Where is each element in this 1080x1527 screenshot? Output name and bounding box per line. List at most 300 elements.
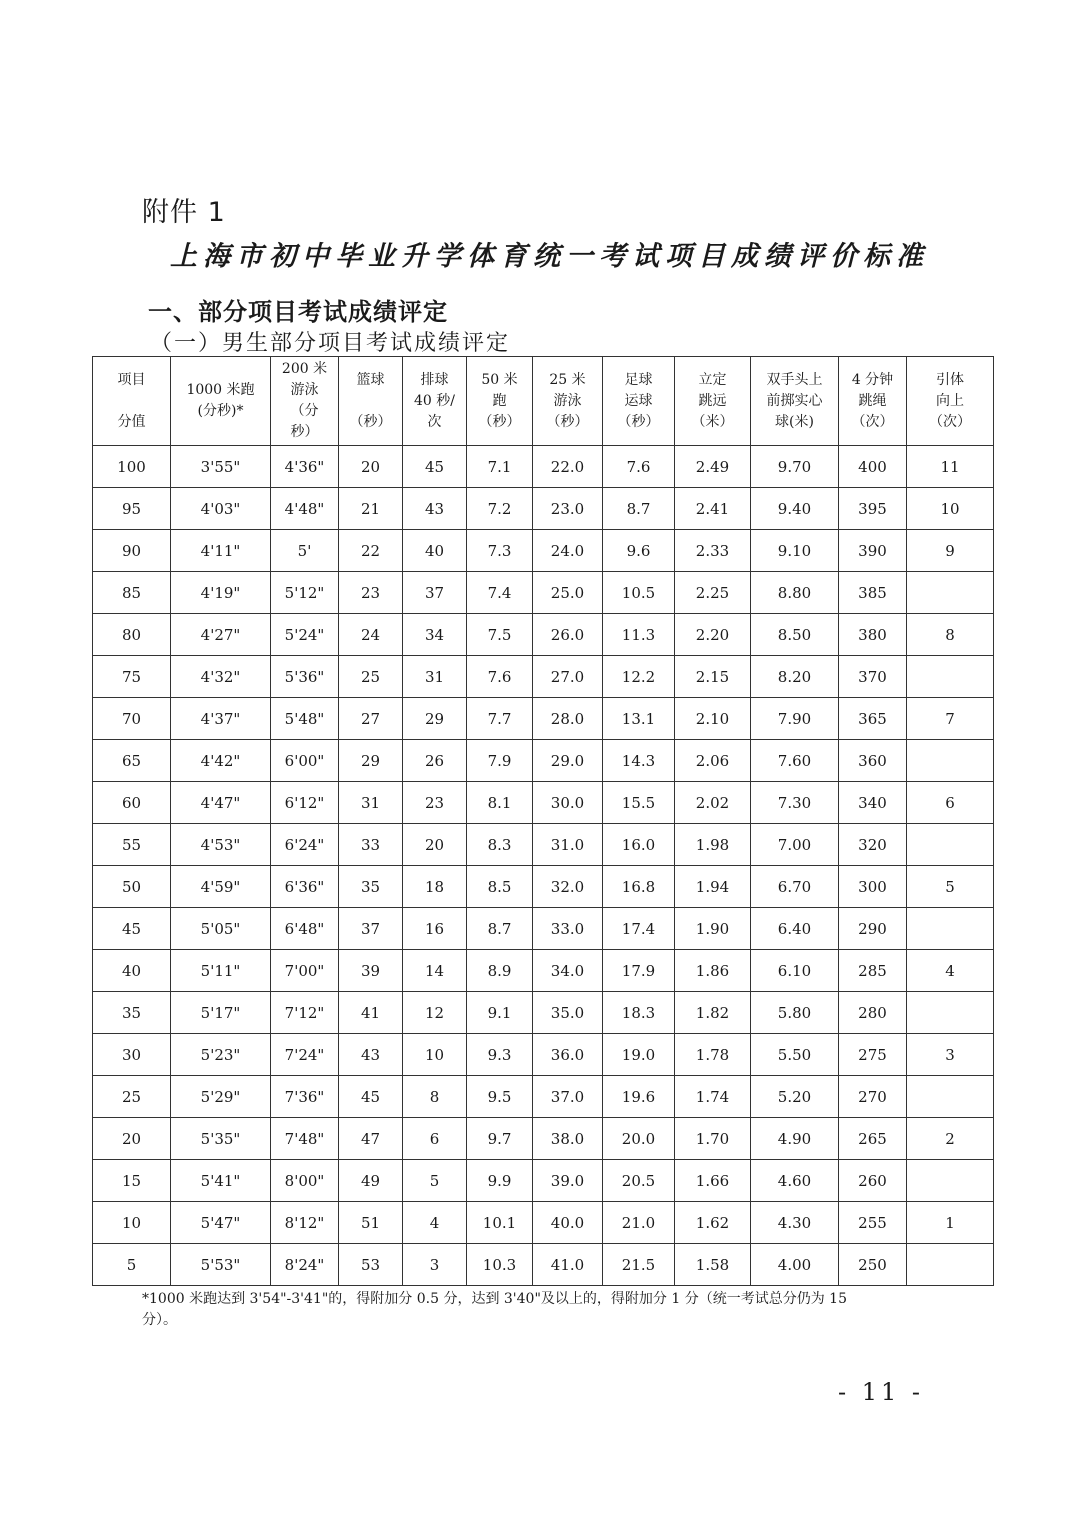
- value-cell: [907, 908, 994, 950]
- column-header-line: 篮球: [356, 371, 385, 388]
- value-cell: 4'32": [171, 656, 271, 698]
- value-cell: 7.7: [467, 698, 533, 740]
- value-cell: 5'36": [271, 656, 339, 698]
- column-header-line: （秒）: [349, 413, 392, 430]
- value-cell: 7.3: [467, 530, 533, 572]
- value-cell: 37: [339, 908, 403, 950]
- attachment-label: 附件 1: [142, 197, 226, 228]
- value-cell: 7.60: [751, 740, 839, 782]
- column-header-line: 排球: [420, 371, 449, 388]
- value-cell: 290: [839, 908, 907, 950]
- value-cell: 4'47": [171, 782, 271, 824]
- value-cell: 250: [839, 1244, 907, 1286]
- value-cell: 21: [339, 488, 403, 530]
- value-cell: 9: [907, 530, 994, 572]
- value-cell: 8'00": [271, 1160, 339, 1202]
- value-cell: 280: [839, 992, 907, 1034]
- value-cell: 36.0: [533, 1034, 603, 1076]
- column-header: [271, 357, 339, 446]
- value-cell: 17.9: [603, 950, 675, 992]
- value-cell: 1.82: [675, 992, 751, 1034]
- value-cell: 41.0: [533, 1244, 603, 1286]
- value-cell: 29.0: [533, 740, 603, 782]
- value-cell: 11.3: [603, 614, 675, 656]
- value-cell: 4'36": [271, 446, 339, 488]
- score-cell: 85: [93, 572, 171, 614]
- table-row: [93, 1076, 994, 1118]
- value-cell: 15.5: [603, 782, 675, 824]
- value-cell: 43: [339, 1034, 403, 1076]
- table-row: [93, 908, 994, 950]
- value-cell: 2.25: [675, 572, 751, 614]
- score-standards-table: [92, 356, 994, 1286]
- value-cell: 1.74: [675, 1076, 751, 1118]
- score-cell: 80: [93, 614, 171, 656]
- value-cell: 5: [907, 866, 994, 908]
- value-cell: 47: [339, 1118, 403, 1160]
- value-cell: [907, 824, 994, 866]
- table-row: [93, 950, 994, 992]
- value-cell: 3: [907, 1034, 994, 1076]
- column-header: [171, 357, 271, 446]
- value-cell: 21.5: [603, 1244, 675, 1286]
- table-row: [93, 488, 994, 530]
- value-cell: 33: [339, 824, 403, 866]
- column-header-line: 4 分钟: [851, 371, 894, 388]
- value-cell: 9.7: [467, 1118, 533, 1160]
- score-cell: 5: [93, 1244, 171, 1286]
- value-cell: 8: [907, 614, 994, 656]
- column-header-line: 游泳: [553, 392, 582, 409]
- value-cell: 8.80: [751, 572, 839, 614]
- value-cell: 2.33: [675, 530, 751, 572]
- value-cell: 5: [403, 1160, 467, 1202]
- value-cell: 22: [339, 530, 403, 572]
- value-cell: 6.10: [751, 950, 839, 992]
- value-cell: 8.7: [603, 488, 675, 530]
- value-cell: 8: [403, 1076, 467, 1118]
- value-cell: 1.90: [675, 908, 751, 950]
- value-cell: [907, 1160, 994, 1202]
- value-cell: 6: [907, 782, 994, 824]
- column-header-line: 引体: [936, 371, 964, 388]
- column-header: [675, 357, 751, 446]
- value-cell: 4'37": [171, 698, 271, 740]
- page-number: - 11 -: [838, 1378, 925, 1406]
- value-cell: 6'48": [271, 908, 339, 950]
- value-cell: 2.06: [675, 740, 751, 782]
- value-cell: 5.20: [751, 1076, 839, 1118]
- table-row: [93, 698, 994, 740]
- score-cell: 65: [93, 740, 171, 782]
- table-row: [93, 1244, 994, 1286]
- table-row: [93, 656, 994, 698]
- value-cell: 7.90: [751, 698, 839, 740]
- value-cell: 29: [339, 740, 403, 782]
- column-header: [839, 357, 907, 446]
- value-cell: 4: [403, 1202, 467, 1244]
- value-cell: 260: [839, 1160, 907, 1202]
- value-cell: 12: [403, 992, 467, 1034]
- value-cell: 10: [403, 1034, 467, 1076]
- value-cell: 18: [403, 866, 467, 908]
- value-cell: 25.0: [533, 572, 603, 614]
- column-header-line: 200 米: [281, 361, 328, 377]
- value-cell: [907, 572, 994, 614]
- column-header-line: 双手头上: [766, 371, 823, 388]
- value-cell: 2.02: [675, 782, 751, 824]
- column-header-line: [93, 391, 170, 412]
- value-cell: 10: [907, 488, 994, 530]
- value-cell: 6: [403, 1118, 467, 1160]
- value-cell: 5'35": [171, 1118, 271, 1160]
- value-cell: 49: [339, 1160, 403, 1202]
- score-cell: 50: [93, 866, 171, 908]
- value-cell: 1.66: [675, 1160, 751, 1202]
- value-cell: 8'24": [271, 1244, 339, 1286]
- score-cell: 95: [93, 488, 171, 530]
- value-cell: 20: [403, 824, 467, 866]
- value-cell: 4'59": [171, 866, 271, 908]
- value-cell: 4.60: [751, 1160, 839, 1202]
- value-cell: 13.1: [603, 698, 675, 740]
- value-cell: 7.00: [751, 824, 839, 866]
- value-cell: 22.0: [533, 446, 603, 488]
- value-cell: 5'48": [271, 698, 339, 740]
- value-cell: 1.86: [675, 950, 751, 992]
- value-cell: 51: [339, 1202, 403, 1244]
- score-cell: 55: [93, 824, 171, 866]
- score-cell: 70: [93, 698, 171, 740]
- value-cell: 5.50: [751, 1034, 839, 1076]
- value-cell: 9.3: [467, 1034, 533, 1076]
- value-cell: 7'12": [271, 992, 339, 1034]
- value-cell: 4.00: [751, 1244, 839, 1286]
- footnote-line: 分）。: [142, 1312, 177, 1328]
- score-cell: 15: [93, 1160, 171, 1202]
- value-cell: 1.98: [675, 824, 751, 866]
- value-cell: 7.4: [467, 572, 533, 614]
- value-cell: 1.78: [675, 1034, 751, 1076]
- value-cell: 12.2: [603, 656, 675, 698]
- column-header-line: 1000 米跑: [186, 382, 255, 398]
- column-header-line: 跳远: [698, 392, 727, 409]
- column-header-line: 分值: [117, 413, 146, 430]
- value-cell: 4'48": [271, 488, 339, 530]
- value-cell: 5'29": [171, 1076, 271, 1118]
- value-cell: [907, 1244, 994, 1286]
- value-cell: 38.0: [533, 1118, 603, 1160]
- value-cell: 5'24": [271, 614, 339, 656]
- value-cell: 6.70: [751, 866, 839, 908]
- value-cell: 8.20: [751, 656, 839, 698]
- value-cell: 5'11": [171, 950, 271, 992]
- value-cell: 31: [403, 656, 467, 698]
- value-cell: 320: [839, 824, 907, 866]
- column-header-line: （次）: [929, 413, 971, 430]
- value-cell: 45: [339, 1076, 403, 1118]
- column-header-line: （米）: [691, 413, 734, 430]
- value-cell: 21.0: [603, 1202, 675, 1244]
- score-cell: 60: [93, 782, 171, 824]
- value-cell: 365: [839, 698, 907, 740]
- table-header-row: [93, 357, 994, 446]
- value-cell: 4'27": [171, 614, 271, 656]
- column-header: [93, 357, 171, 446]
- value-cell: 20.5: [603, 1160, 675, 1202]
- value-cell: 400: [839, 446, 907, 488]
- value-cell: 1.62: [675, 1202, 751, 1244]
- value-cell: 16.8: [603, 866, 675, 908]
- value-cell: 8'12": [271, 1202, 339, 1244]
- score-cell: 45: [93, 908, 171, 950]
- value-cell: 300: [839, 866, 907, 908]
- value-cell: 26: [403, 740, 467, 782]
- value-cell: 11: [907, 446, 994, 488]
- value-cell: 16: [403, 908, 467, 950]
- column-header-line: 40 秒/: [414, 392, 455, 409]
- score-cell: 30: [93, 1034, 171, 1076]
- table-row: [93, 824, 994, 866]
- value-cell: 5'05": [171, 908, 271, 950]
- value-cell: 45: [403, 446, 467, 488]
- score-cell: 75: [93, 656, 171, 698]
- table-row: [93, 866, 994, 908]
- value-cell: 4: [907, 950, 994, 992]
- value-cell: 28.0: [533, 698, 603, 740]
- value-cell: 380: [839, 614, 907, 656]
- value-cell: 19.0: [603, 1034, 675, 1076]
- value-cell: 2.41: [675, 488, 751, 530]
- value-cell: 43: [403, 488, 467, 530]
- column-header-line: 足球: [624, 371, 653, 388]
- value-cell: 16.0: [603, 824, 675, 866]
- column-header-line: 秒）: [290, 424, 319, 440]
- value-cell: 255: [839, 1202, 907, 1244]
- column-header-line: 运球: [624, 392, 653, 409]
- value-cell: 390: [839, 530, 907, 572]
- column-header-line: 球(米): [775, 413, 814, 430]
- column-header-line: 次: [427, 413, 442, 430]
- value-cell: 1: [907, 1202, 994, 1244]
- value-cell: 24: [339, 614, 403, 656]
- value-cell: 7: [907, 698, 994, 740]
- value-cell: 3: [403, 1244, 467, 1286]
- section-title: 一、部分项目考试成绩评定: [148, 298, 448, 326]
- value-cell: 8.3: [467, 824, 533, 866]
- value-cell: 5'12": [271, 572, 339, 614]
- column-header-line: （分: [290, 403, 319, 419]
- value-cell: 31.0: [533, 824, 603, 866]
- table-row: [93, 614, 994, 656]
- value-cell: 32.0: [533, 866, 603, 908]
- value-cell: 37.0: [533, 1076, 603, 1118]
- value-cell: 53: [339, 1244, 403, 1286]
- value-cell: 2.10: [675, 698, 751, 740]
- table-row: [93, 740, 994, 782]
- value-cell: 23: [339, 572, 403, 614]
- table-row: [93, 1202, 994, 1244]
- value-cell: 40: [403, 530, 467, 572]
- document-title: 上海市初中毕业升学体育统一考试项目成绩评价标准: [170, 241, 929, 272]
- value-cell: 10.5: [603, 572, 675, 614]
- value-cell: 9.9: [467, 1160, 533, 1202]
- column-header-line: （次）: [851, 413, 894, 430]
- value-cell: 9.6: [603, 530, 675, 572]
- score-cell: 10: [93, 1202, 171, 1244]
- column-header-line: （秒）: [546, 413, 589, 430]
- value-cell: 7'00": [271, 950, 339, 992]
- table-row: [93, 1160, 994, 1202]
- value-cell: 9.5: [467, 1076, 533, 1118]
- value-cell: 14.3: [603, 740, 675, 782]
- value-cell: [907, 992, 994, 1034]
- column-header: [533, 357, 603, 446]
- column-header-line: 前掷实心: [766, 392, 823, 409]
- value-cell: 395: [839, 488, 907, 530]
- value-cell: 34.0: [533, 950, 603, 992]
- value-cell: 5'53": [171, 1244, 271, 1286]
- value-cell: [907, 740, 994, 782]
- value-cell: 265: [839, 1118, 907, 1160]
- table-row: [93, 1118, 994, 1160]
- value-cell: 14: [403, 950, 467, 992]
- value-cell: 4'53": [171, 824, 271, 866]
- value-cell: 7.6: [467, 656, 533, 698]
- value-cell: 27: [339, 698, 403, 740]
- value-cell: 24.0: [533, 530, 603, 572]
- value-cell: 4'19": [171, 572, 271, 614]
- value-cell: 7.6: [603, 446, 675, 488]
- value-cell: 29: [403, 698, 467, 740]
- value-cell: 27.0: [533, 656, 603, 698]
- table-row: [93, 782, 994, 824]
- value-cell: 31: [339, 782, 403, 824]
- value-cell: 4.30: [751, 1202, 839, 1244]
- table-row: [93, 530, 994, 572]
- footnote: [142, 1289, 942, 1331]
- score-cell: 40: [93, 950, 171, 992]
- value-cell: 9.1: [467, 992, 533, 1034]
- column-header-line: 跑: [492, 392, 507, 409]
- value-cell: 17.4: [603, 908, 675, 950]
- value-cell: 6'36": [271, 866, 339, 908]
- value-cell: 6'24": [271, 824, 339, 866]
- value-cell: 2.49: [675, 446, 751, 488]
- value-cell: 23.0: [533, 488, 603, 530]
- column-header-line: 跳绳: [858, 392, 887, 409]
- value-cell: 3'55": [171, 446, 271, 488]
- value-cell: 6'12": [271, 782, 339, 824]
- value-cell: 270: [839, 1076, 907, 1118]
- value-cell: 20: [339, 446, 403, 488]
- value-cell: 5.80: [751, 992, 839, 1034]
- value-cell: 39: [339, 950, 403, 992]
- value-cell: 385: [839, 572, 907, 614]
- value-cell: 275: [839, 1034, 907, 1076]
- value-cell: 5'17": [171, 992, 271, 1034]
- column-header: [339, 357, 403, 446]
- value-cell: 4'42": [171, 740, 271, 782]
- value-cell: 5'23": [171, 1034, 271, 1076]
- column-header-line: [339, 391, 402, 412]
- value-cell: 285: [839, 950, 907, 992]
- score-cell: 25: [93, 1076, 171, 1118]
- value-cell: 23: [403, 782, 467, 824]
- value-cell: 5'41": [171, 1160, 271, 1202]
- column-header-line: 25 米: [549, 371, 586, 388]
- value-cell: 18.3: [603, 992, 675, 1034]
- value-cell: 370: [839, 656, 907, 698]
- column-header: [467, 357, 533, 446]
- column-header-line: 项目: [117, 371, 146, 388]
- value-cell: 9.70: [751, 446, 839, 488]
- value-cell: 360: [839, 740, 907, 782]
- value-cell: 340: [839, 782, 907, 824]
- value-cell: 19.6: [603, 1076, 675, 1118]
- column-header-line: （秒）: [478, 413, 521, 430]
- column-header: [403, 357, 467, 446]
- value-cell: 9.40: [751, 488, 839, 530]
- value-cell: 7.5: [467, 614, 533, 656]
- value-cell: 4'11": [171, 530, 271, 572]
- table-body: [93, 446, 994, 1286]
- value-cell: 7.1: [467, 446, 533, 488]
- value-cell: 33.0: [533, 908, 603, 950]
- column-header-line: 游泳: [290, 382, 319, 398]
- value-cell: 41: [339, 992, 403, 1034]
- value-cell: 6'00": [271, 740, 339, 782]
- table-row: [93, 446, 994, 488]
- value-cell: 2: [907, 1118, 994, 1160]
- score-cell: 90: [93, 530, 171, 572]
- value-cell: 1.94: [675, 866, 751, 908]
- score-cell: 100: [93, 446, 171, 488]
- value-cell: [907, 1076, 994, 1118]
- column-header: [603, 357, 675, 446]
- value-cell: 2.15: [675, 656, 751, 698]
- value-cell: 34: [403, 614, 467, 656]
- value-cell: 40.0: [533, 1202, 603, 1244]
- value-cell: 4.90: [751, 1118, 839, 1160]
- column-header: [751, 357, 839, 446]
- value-cell: 35: [339, 866, 403, 908]
- table-row: [93, 572, 994, 614]
- value-cell: 5'47": [171, 1202, 271, 1244]
- column-header-line: 向上: [936, 392, 964, 409]
- value-cell: 1.58: [675, 1244, 751, 1286]
- value-cell: 7.9: [467, 740, 533, 782]
- value-cell: 7.2: [467, 488, 533, 530]
- value-cell: 7.30: [751, 782, 839, 824]
- value-cell: 1.70: [675, 1118, 751, 1160]
- value-cell: 2.20: [675, 614, 751, 656]
- value-cell: 5': [271, 530, 339, 572]
- value-cell: 8.50: [751, 614, 839, 656]
- footnote-line: *1000 米跑达到 3'54"-3'41"的，得附加分 0.5 分，达到 3'40"及以上的，得附加分 1 分（统一考试总分仍为 15: [142, 1291, 847, 1307]
- value-cell: 8.9: [467, 950, 533, 992]
- value-cell: 6.40: [751, 908, 839, 950]
- value-cell: 10.1: [467, 1202, 533, 1244]
- value-cell: 39.0: [533, 1160, 603, 1202]
- table-row: [93, 1034, 994, 1076]
- value-cell: 7'24": [271, 1034, 339, 1076]
- column-header: [907, 357, 994, 446]
- column-header-line: (分秒)*: [197, 403, 244, 419]
- value-cell: 9.10: [751, 530, 839, 572]
- value-cell: 8.1: [467, 782, 533, 824]
- score-cell: 20: [93, 1118, 171, 1160]
